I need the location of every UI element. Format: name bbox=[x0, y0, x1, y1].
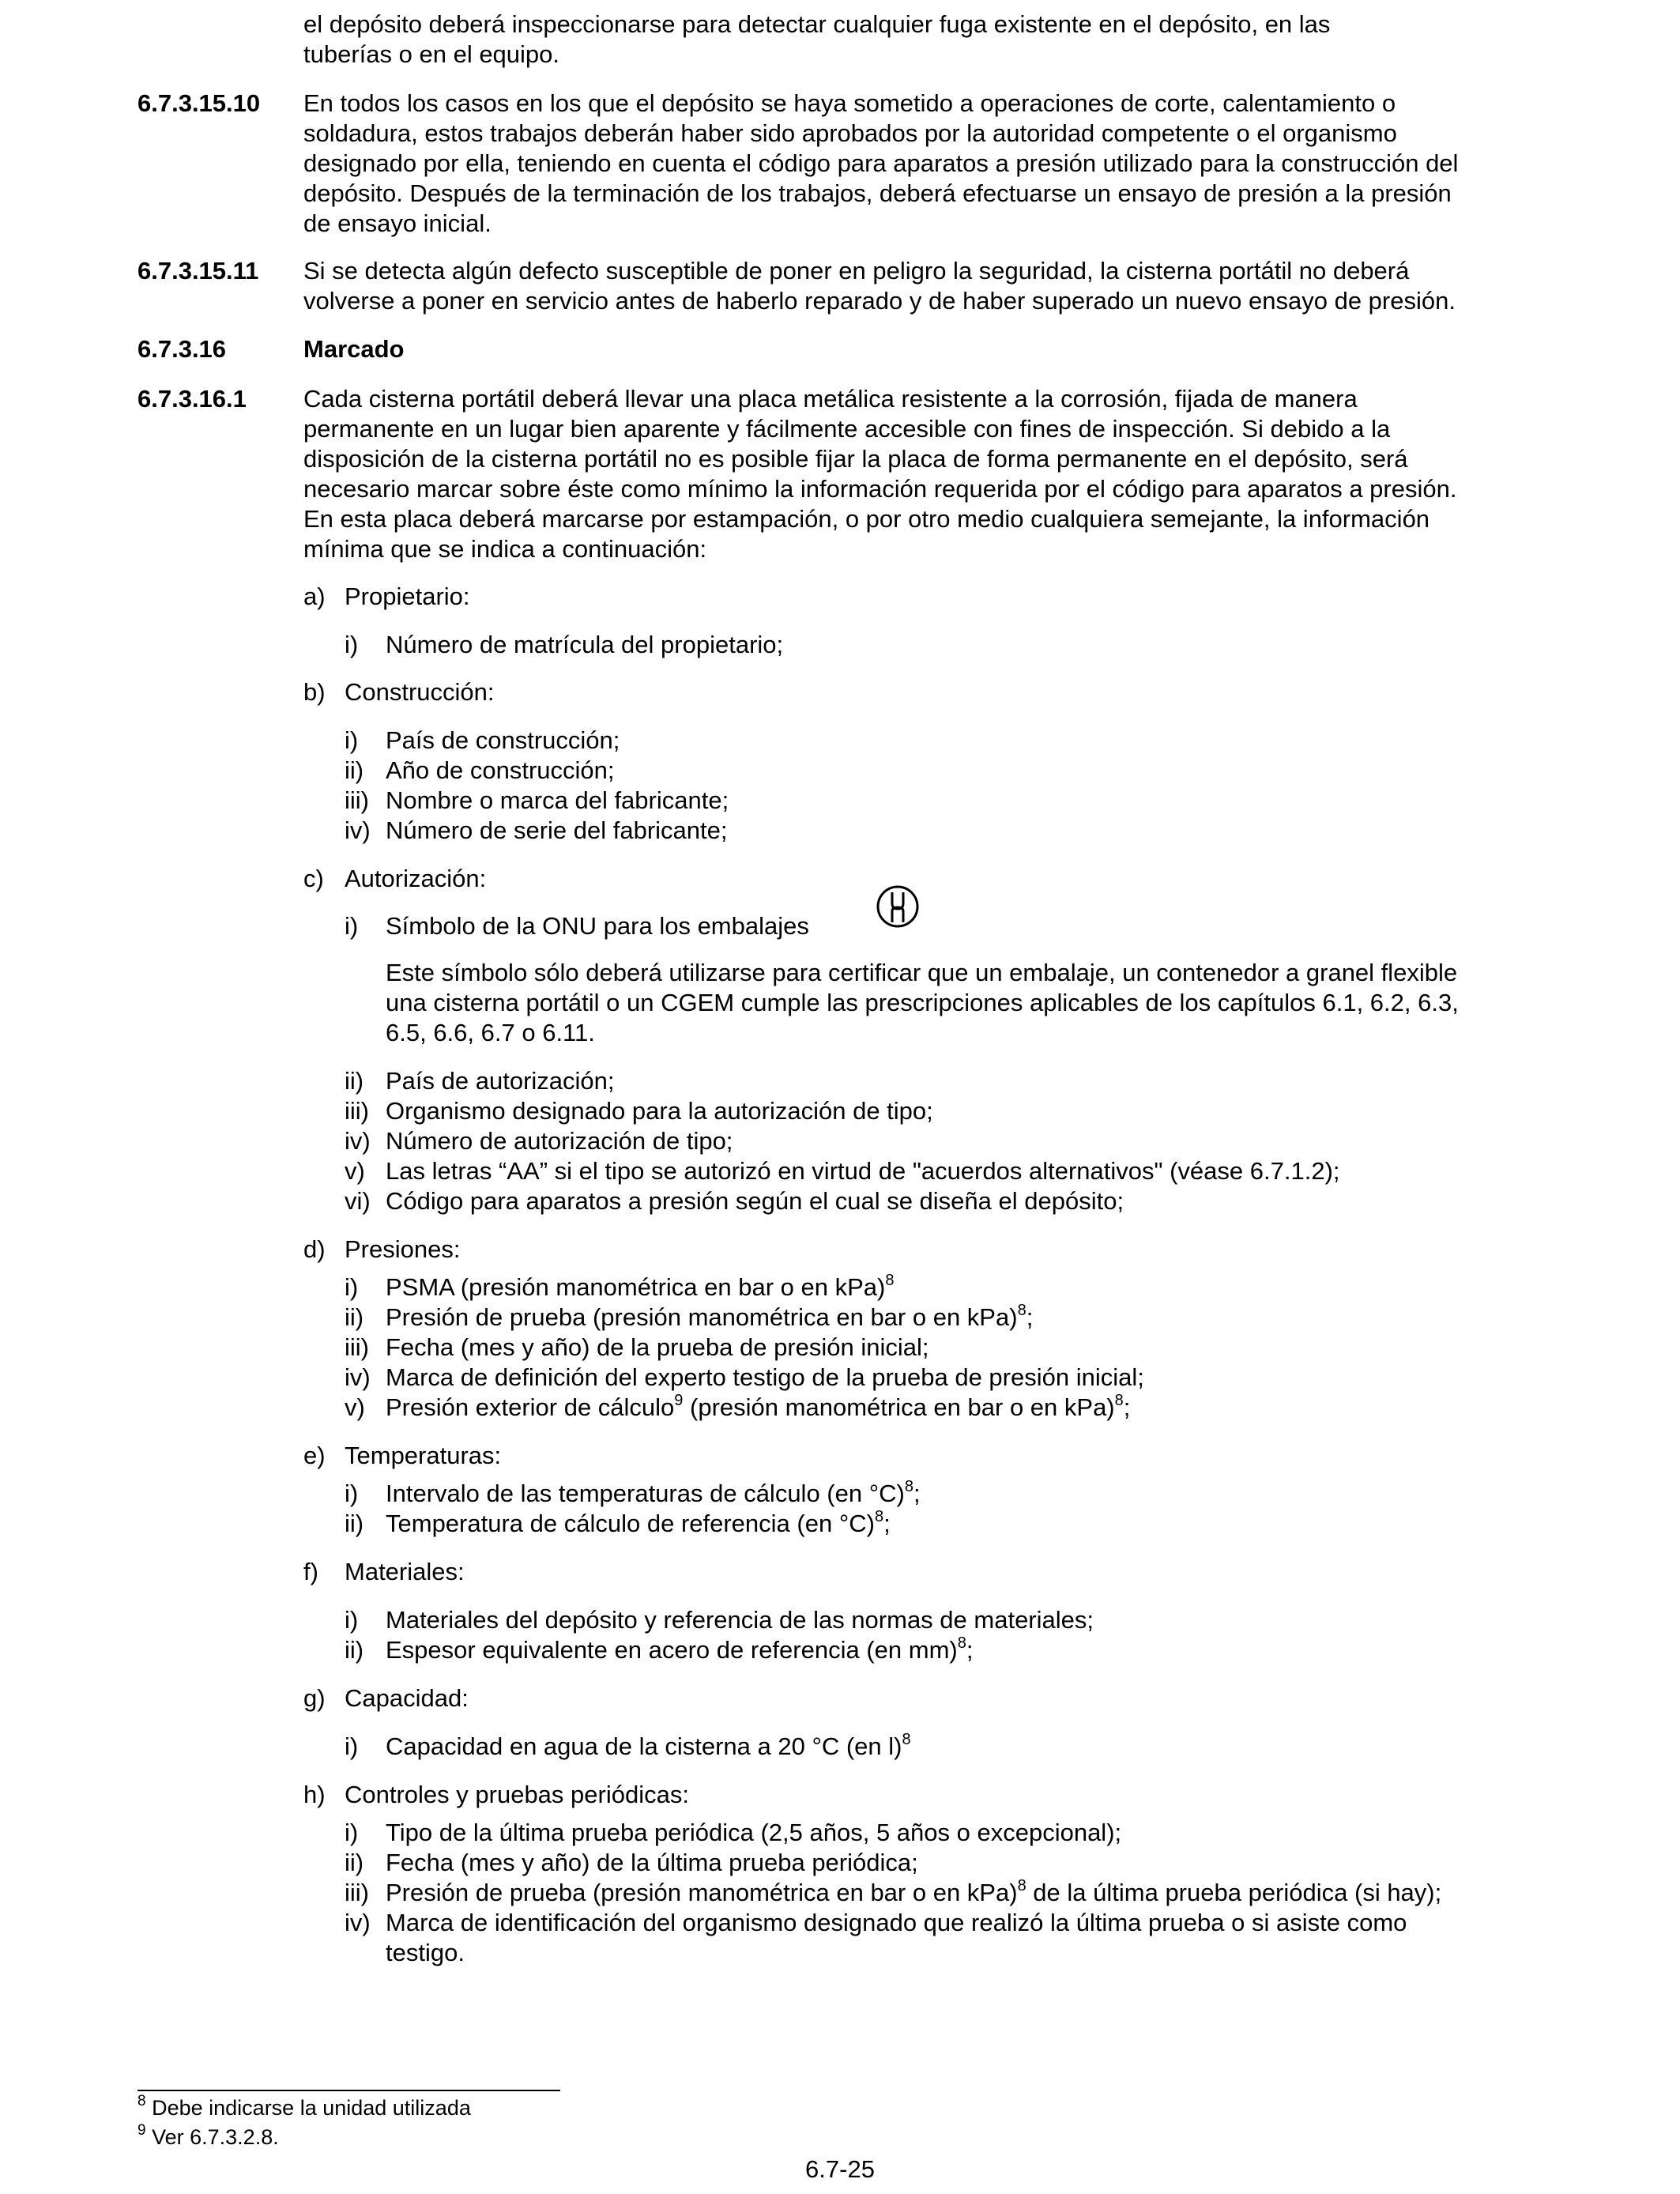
list-text: País de autorización; bbox=[386, 1067, 615, 1095]
text-line: soldadura, estos trabajos deberán haber sido aprobados por la autoridad competente o el organismo bbox=[303, 119, 1397, 147]
paragraph-6-7-3-16-1 bbox=[303, 384, 1546, 564]
list-text bbox=[386, 1393, 1546, 1423]
un-packaging-symbol-icon bbox=[876, 884, 920, 929]
list-text bbox=[386, 1302, 1546, 1333]
text-run: Presión exterior de cálculo bbox=[386, 1393, 675, 1421]
text-run: Capacidad en agua de la cisterna a 20 °C (en l) bbox=[386, 1732, 902, 1760]
list-text: Número de autorización de tipo; bbox=[386, 1127, 733, 1155]
list-text bbox=[386, 1479, 1546, 1509]
list-label: v) bbox=[345, 1393, 365, 1421]
text-line: En todos los casos en los que el depósito se haya sometido a operaciones de corte, calentamiento o bbox=[303, 89, 1396, 117]
list-text: Materiales del depósito y referencia de las normas de materiales; bbox=[386, 1606, 1094, 1634]
text-line: En esta placa deberá marcarse por estampación, o por otro medio cualquiera semejante, la información bbox=[303, 505, 1430, 533]
list-text: Fecha (mes y año) de la prueba de presión inicial; bbox=[386, 1333, 929, 1361]
text-line: de ensayo inicial. bbox=[303, 209, 492, 237]
list-text: Número de matrícula del propietario; bbox=[386, 631, 784, 658]
list-label: iv) bbox=[345, 1127, 371, 1155]
list-text bbox=[386, 1272, 1546, 1302]
list-text: Materiales: bbox=[345, 1558, 465, 1585]
text-line: testigo. bbox=[386, 1939, 465, 1966]
footnote bbox=[137, 2124, 279, 2150]
list-label: iv) bbox=[345, 816, 371, 844]
footnote-separator bbox=[137, 2090, 560, 2091]
list-label: h) bbox=[303, 1781, 326, 1808]
footnote-ref: 8 bbox=[1114, 1391, 1124, 1409]
text-line: volverse a poner en servicio antes de haberlo reparado y de haber superado un nuevo ensayo de presión. bbox=[303, 287, 1456, 315]
list-text: Código para aparatos a presión según el cual se diseña el depósito; bbox=[386, 1187, 1124, 1215]
list-label: i) bbox=[345, 1819, 359, 1846]
text-run: ; bbox=[966, 1636, 974, 1664]
list-text bbox=[386, 1908, 1546, 1968]
footnote-mark: 8 bbox=[137, 2093, 146, 2109]
text-line: designado por ella, teniendo en cuenta el código para aparatos a presión utilizado para la construcción del bbox=[303, 149, 1459, 177]
list-label: iv) bbox=[345, 1909, 371, 1936]
text-line: tuberías o en el equipo. bbox=[303, 40, 560, 68]
list-text: Año de construcción; bbox=[386, 756, 615, 784]
text-line: Cada cisterna portátil deberá llevar una placa metálica resistente a la corrosión, fijada de manera bbox=[303, 385, 1358, 413]
list-text: Marca de definición del experto testigo de la prueba de presión inicial; bbox=[386, 1363, 1144, 1391]
list-text: Nombre o marca del fabricante; bbox=[386, 786, 729, 814]
footnote bbox=[137, 2095, 471, 2120]
list-label: iii) bbox=[345, 1333, 369, 1361]
text-run: ; bbox=[913, 1480, 921, 1507]
footnote-text: Debe indicarse la unidad utilizada bbox=[152, 2096, 471, 2120]
list-label: ii) bbox=[345, 1636, 364, 1664]
footnote-text: Ver 6.7.3.2.8. bbox=[152, 2125, 279, 2149]
text-line: Marca de identificación del organismo designado que realizó la última prueba o si asiste como bbox=[386, 1909, 1407, 1936]
paragraph-number: 6.7.3.15.11 bbox=[137, 257, 259, 285]
text-run: PSMA (presión manométrica en bar o en kPa) bbox=[386, 1273, 886, 1301]
text-run: ; bbox=[1026, 1303, 1034, 1331]
list-label: vi) bbox=[345, 1187, 371, 1215]
list-label: i) bbox=[345, 631, 359, 658]
text-line: mínima que se indica a continuación: bbox=[303, 535, 707, 563]
footnote-ref: 8 bbox=[1017, 1301, 1026, 1319]
text-line: Este símbolo sólo deberá utilizarse para certificar que un embalaje, un contenedor a granel flexible bbox=[386, 959, 1458, 986]
list-label: i) bbox=[345, 1273, 359, 1301]
list-text: Fecha (mes y año) de la última prueba periódica; bbox=[386, 1849, 918, 1876]
footnote-ref: 8 bbox=[902, 1730, 911, 1748]
list-label: i) bbox=[345, 1480, 359, 1507]
text-line: Si se detecta algún defecto susceptible de poner en peligro la seguridad, la cisterna portátil no deberá bbox=[303, 257, 1410, 285]
text-run: Intervalo de las temperaturas de cálculo (en °C) bbox=[386, 1480, 905, 1507]
footnote-mark: 9 bbox=[137, 2122, 146, 2139]
section-heading: Marcado bbox=[303, 335, 405, 363]
list-text: Autorización: bbox=[345, 865, 487, 892]
list-text: Número de serie del fabricante; bbox=[386, 816, 728, 844]
text-line: 6.5, 6.6, 6.7 o 6.11. bbox=[386, 1019, 595, 1046]
list-text bbox=[386, 1635, 1546, 1665]
list-text: Organismo designado para la autorización de tipo; bbox=[386, 1097, 933, 1125]
list-label: ii) bbox=[345, 1303, 364, 1331]
list-label: i) bbox=[345, 726, 359, 754]
list-text: Símbolo de la ONU para los embalajes bbox=[386, 912, 809, 940]
page-number: 6.7-25 bbox=[805, 2155, 875, 2183]
text-run: Presión de prueba (presión manométrica en bar o en kPa) bbox=[386, 1879, 1018, 1906]
text-line: depósito. Después de la terminación de los trabajos, deberá efectuarse un ensayo de presión a la presión bbox=[303, 179, 1452, 207]
list-label: iii) bbox=[345, 1879, 369, 1906]
list-label: e) bbox=[303, 1442, 326, 1469]
list-label: i) bbox=[345, 912, 359, 940]
list-label: a) bbox=[303, 582, 326, 610]
text-run: Espesor equivalente en acero de referencia (en mm) bbox=[386, 1636, 958, 1664]
text-run: Temperatura de cálculo de referencia (en °C) bbox=[386, 1510, 875, 1537]
list-text: Temperaturas: bbox=[345, 1442, 502, 1469]
paragraph-number: 6.7.3.16.1 bbox=[137, 385, 247, 413]
text-run: ; bbox=[1123, 1393, 1131, 1421]
text-run: (presión manométrica en bar o en kPa) bbox=[683, 1393, 1115, 1421]
list-label: c) bbox=[303, 865, 324, 892]
list-label: ii) bbox=[345, 1510, 364, 1537]
continuation-paragraph bbox=[303, 9, 1546, 70]
text-run: de la última prueba periódica (si hay); bbox=[1026, 1879, 1442, 1906]
list-label: v) bbox=[345, 1157, 365, 1185]
note-body bbox=[386, 958, 1546, 1048]
list-text: Presiones: bbox=[345, 1235, 461, 1263]
list-label: i) bbox=[345, 1732, 359, 1760]
list-text: País de construcción; bbox=[386, 726, 620, 754]
list-label: ii) bbox=[345, 756, 364, 784]
text-line: necesario marcar sobre éste como mínimo la información requerida por el código para aparatos a presión. bbox=[303, 475, 1457, 503]
text-run: Presión de prueba (presión manométrica en bar o en kPa) bbox=[386, 1303, 1018, 1331]
list-label: b) bbox=[303, 678, 326, 706]
text-run: ; bbox=[883, 1510, 891, 1537]
list-text: Controles y pruebas periódicas: bbox=[345, 1781, 689, 1808]
list-label: i) bbox=[345, 1606, 359, 1634]
list-text bbox=[386, 1509, 1546, 1539]
footnote-ref: 8 bbox=[885, 1271, 895, 1289]
footnote-ref: 8 bbox=[1017, 1876, 1026, 1894]
text-line: una cisterna portátil o un CGEM cumple las prescripciones aplicables de los capítulos 6.1, 6.2, 6.3, bbox=[386, 989, 1459, 1016]
list-label: f) bbox=[303, 1558, 318, 1585]
footnote-ref: 8 bbox=[904, 1477, 913, 1495]
list-text: Tipo de la última prueba periódica (2,5 años, 5 años o excepcional); bbox=[386, 1819, 1122, 1846]
text-line: permanente en un lugar bien aparente y fácilmente accesible con fines de inspección. Si debido a la bbox=[303, 415, 1391, 443]
list-text: Capacidad: bbox=[345, 1684, 469, 1712]
footnote-ref: 9 bbox=[674, 1391, 684, 1409]
footnote-ref: 8 bbox=[957, 1634, 966, 1652]
list-label: ii) bbox=[345, 1067, 364, 1095]
list-text: Propietario: bbox=[345, 582, 470, 610]
list-text bbox=[386, 1878, 1546, 1908]
list-label: d) bbox=[303, 1235, 326, 1263]
list-label: iii) bbox=[345, 786, 369, 814]
list-label: iii) bbox=[345, 1097, 369, 1125]
list-text: Las letras “AA” si el tipo se autorizó en virtud de "acuerdos alternativos" (véase 6.7.1.2); bbox=[386, 1157, 1340, 1185]
footnote-ref: 8 bbox=[874, 1507, 884, 1525]
list-label: iv) bbox=[345, 1363, 371, 1391]
text-line: disposición de la cisterna portátil no es posible fijar la placa de forma permanente en el depósito, será bbox=[303, 445, 1408, 473]
paragraph-6-7-3-15-11 bbox=[303, 256, 1546, 316]
text-line: el depósito deberá inspeccionarse para detectar cualquier fuga existente en el depósito, en las bbox=[303, 10, 1331, 38]
list-label: g) bbox=[303, 1684, 326, 1712]
list-text bbox=[386, 1732, 1546, 1762]
list-text: Construcción: bbox=[345, 678, 495, 706]
paragraph-6-7-3-15-10 bbox=[303, 89, 1546, 239]
section-number: 6.7.3.16 bbox=[137, 335, 227, 363]
list-label: ii) bbox=[345, 1849, 364, 1876]
paragraph-number: 6.7.3.15.10 bbox=[137, 89, 261, 117]
